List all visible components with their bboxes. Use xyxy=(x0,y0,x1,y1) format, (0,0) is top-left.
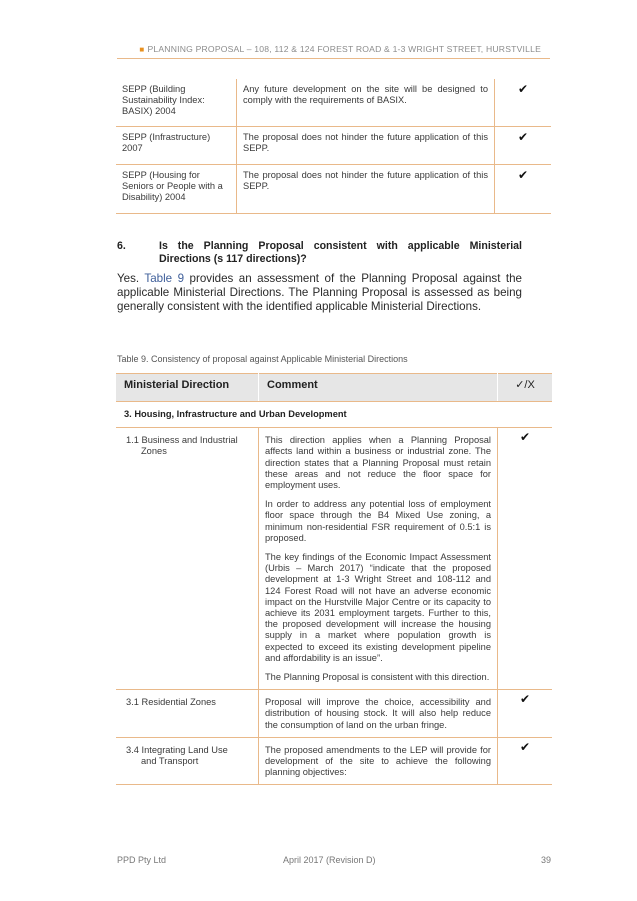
comment-cell xyxy=(259,737,498,785)
section-heading: 3. Housing, Infrastructure and Urban Development xyxy=(116,402,552,428)
direction-cell xyxy=(116,428,259,690)
sepp-table xyxy=(116,79,551,214)
column-header-direction: Ministerial Direction xyxy=(116,374,259,402)
direction-number: 3.1 xyxy=(126,697,139,708)
header-divider xyxy=(117,58,550,59)
check-icon: ✔ xyxy=(495,127,552,165)
direction-title: Residential Zones xyxy=(141,697,216,708)
column-header-check: ✓/X xyxy=(498,374,553,402)
table-row xyxy=(116,127,551,165)
table-caption: Table 9. Consistency of proposal against Applicable Ministerial Directions xyxy=(117,354,408,364)
direction-title-cont: and Transport xyxy=(141,756,199,767)
comment-cell xyxy=(259,690,498,738)
direction-cell xyxy=(116,690,259,738)
comment-paragraph: The proposed amendments to the LEP will provide for development of the site to achieve the following planning objectives: xyxy=(265,744,491,778)
direction-number: 1.1 xyxy=(126,435,139,446)
table-row xyxy=(116,79,551,127)
ministerial-directions-table xyxy=(116,373,552,785)
comment-paragraph: Proposal will improve the choice, accessibility and distribution of housing stock. It will also help reduce the consumption of land on the urban fringe. xyxy=(265,697,491,730)
section-question xyxy=(117,240,522,266)
sepp-name: SEPP (Building Sustainability Index: BASIX) 2004 xyxy=(116,79,237,127)
direction-title: Business and Industrial xyxy=(141,435,238,446)
direction-cell xyxy=(116,737,259,785)
sepp-comment: Any future development on the site will be designed to comply with the requirements of BASIX. xyxy=(237,79,495,127)
table-row xyxy=(116,737,552,785)
answer-body: provides an assessment of the Planning Proposal against the applicable Ministerial Directions. The Planning Proposal is assessed as being generally consistent with the identified applicable Ministerial Directions. xyxy=(117,272,522,313)
section-row xyxy=(116,402,552,428)
sepp-name: SEPP (Housing for Seniors or People with a Disability) 2004 xyxy=(116,165,237,214)
check-icon: ✔ xyxy=(495,165,552,214)
check-icon: ✔ xyxy=(495,79,552,127)
direction-title: Integrating Land Use xyxy=(141,744,228,755)
column-header-comment: Comment xyxy=(259,374,498,402)
orange-square-icon: ■ xyxy=(139,45,145,54)
table-row xyxy=(116,690,552,738)
table-row xyxy=(116,165,551,214)
table-reference-link[interactable]: Table 9 xyxy=(144,272,185,285)
question-number: 6. xyxy=(117,240,126,252)
direction-title-cont: Zones xyxy=(141,446,167,457)
footer-date: April 2017 (Revision D) xyxy=(283,855,376,865)
comment-paragraph: The Planning Proposal is consistent with this direction. xyxy=(265,672,490,683)
direction-number: 3.4 xyxy=(126,744,139,755)
check-icon: ✔ xyxy=(498,690,553,738)
comment-paragraph: The key findings of the Economic Impact Assessment (Urbis – March 2017) “indicate that the proposed development at 1-3 Wright Street and 108-112 and 124 Forest Road will not have an adverse economic impact on the Hurstville Major Centre or its capacity to achieve its 2031 employment targets. Further to this, the proposed development will increase the housing supply in a market where population growth is expected to exceed its existing development pipeline and affordability is an issue”. xyxy=(265,552,491,663)
table-header-row xyxy=(116,374,552,402)
answer-lead: Yes. xyxy=(117,272,140,285)
sepp-name: SEPP (Infrastructure) 2007 xyxy=(116,127,237,165)
page-number: 39 xyxy=(541,855,552,865)
sepp-comment: The proposal does not hinder the future application of this SEPP. xyxy=(237,127,495,165)
comment-paragraph: In order to address any potential loss of employment floor space through the B4 Mixed Use zoning, a minimum non-residential FSR requirement of 0.5:1 is proposed. xyxy=(265,499,491,543)
check-icon: ✔ xyxy=(498,428,553,690)
comment-paragraph: This direction applies when a Planning Proposal affects land within a business or industrial zone. The direction states that a Planning Proposal must retain these areas and not reduce the floor space for employment uses. xyxy=(265,435,491,491)
header-title: PLANNING PROPOSAL – 108, 112 & 124 FOREST ROAD & 1-3 WRIGHT STREET, HURSTVILLE xyxy=(147,44,541,54)
question-text: Is the Planning Proposal consistent with applicable Ministerial Directions (s 117 directions)? xyxy=(159,240,522,265)
answer-paragraph xyxy=(117,272,522,314)
footer-company: PPD Pty Ltd xyxy=(117,855,167,865)
sepp-comment: The proposal does not hinder the future application of this SEPP. xyxy=(237,165,495,214)
comment-cell xyxy=(259,428,498,690)
table-row xyxy=(116,428,552,690)
check-icon: ✔ xyxy=(498,737,553,785)
page-header xyxy=(139,44,541,54)
